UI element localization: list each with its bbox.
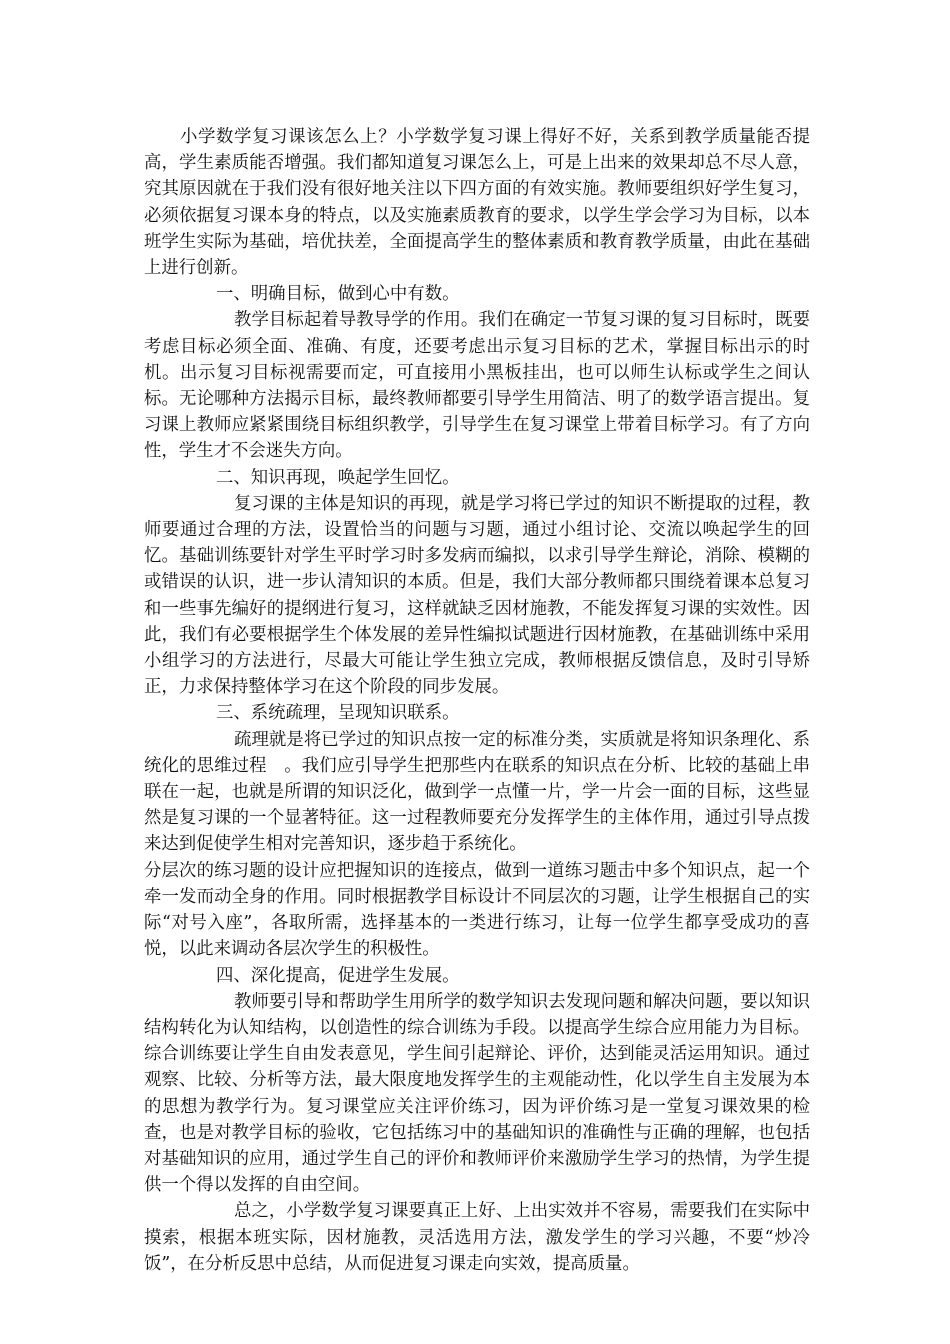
section-heading-4: 四、深化提高，促进学生发展。 [216, 965, 460, 986]
section-paragraph-4: 教师要引导和帮助学生用所学的数学知识去发现问题和解决问题，要以知识结构转化为认知结构，以创造性的综合训练为手段。以提高学生综合应用能力为目标。综合训练要让学生自由发表意见，学生间引起辩论、评价，达到能灵活运用知识。通过观察、比较、分析等方法，最大限度地发挥学生的主观能动性，化以学生自主发展为本的思想为教学行为。复习课堂应关注评价练习，因为评价练习是一堂复习课效果的检查，也是对教学目标的验收，它包括练习中的基础知识的准确性与正确的理解，也包括对基础知识的应用，通过学生自己的评价和教师评价来激励学生学习的热情，为学生提供一个得以发挥的自由空间。 [144, 991, 810, 1196]
section-heading-3: 三、系统疏理，呈现知识联系。 [216, 703, 460, 724]
section-paragraph-1: 教学目标起着导教导学的作用。我们在确定一节复习课的复习目标时，既要考虑目标必须全面、准确、有度，还要考虑出示复习目标的艺术，掌握目标出示的时机。出示复习目标视需要而定，可直接用小黑板挂出，也可以师生认标或学生之间认标。无论哪种方法揭示目标，最终教师都要引导学生用简洁、明了的数学语言提出。复习课上教师应紧紧围绕目标组织教学，引导学生在复习课堂上带着目标学习。有了方向性，学生才不会迷失方向。 [144, 310, 810, 462]
document-body [144, 124, 810, 1277]
intro-paragraph: 小学数学复习课该怎么上？小学数学复习课上得好不好，关系到教学质量能否提高，学生素质能否增强。我们都知道复习课怎么上，可是上出来的效果却总不尽人意，究其原因就在于我们没有很好地关注以下四方面的有效实施。教师要组织好学生复习，必须依据复习课本身的特点，以及实施素质教育的要求，以学生学会学习为目标，以本班学生实际为基础，培优扶差，全面提高学生的整体素质和教育教学质量，由此在基础上进行创新。 [144, 127, 810, 279]
section-heading-2: 二、知识再现，唤起学生回忆。 [216, 467, 460, 488]
section-paragraph-3-extra: 分层次的练习题的设计应把握知识的连接点，做到一道练习题击中多个知识点，起一个牵一发而动全身的作用。同时根据教学目标设计不同层次的习题，让学生根据自己的实际“对号入座”，各取所需，选择基本的一类进行练习，让每一位学生都享受成功的喜悦，以此来调动各层次学生的积极性。 [144, 860, 810, 960]
section-heading-1: 一、明确目标，做到心中有数。 [216, 284, 460, 305]
conclusion-paragraph: 总之，小学数学复习课要真正上好、上出实效并不容易，需要我们在实际中摸索，根据本班实际，因材施教，灵活选用方法，激发学生的学习兴趣，不要“炒冷饭”，在分析反思中总结，从而促进复习课走向实效，提高质量。 [144, 1201, 810, 1274]
section-paragraph-3: 疏理就是将已学过的知识点按一定的标准分类，实质就是将知识条理化、系统化的思维过程 。我们应引导学生把那些内在联系的知识点在分析、比较的基础上串联在一起，也就是所谓的知识泛化，做到学一点懂一片，学一片会一面的目标，这些显然是复习课的一个显著特征。这一过程教师要充分发挥学生的主体作用，通过引导点拨来达到促使学生相对完善知识，逐步趋于系统化。 [144, 729, 810, 855]
section-paragraph-2: 复习课的主体是知识的再现，就是学习将已学过的知识不断提取的过程，教师要通过合理的方法，设置恰当的问题与习题，通过小组讨论、交流以唤起学生的回忆。基础训练要针对学生平时学习时多发病而编拟，以求引导学生辩论，消除、模糊的或错误的认识，进一步认清知识的本质。但是，我们大部分教师都只围绕着课本总复习和一些事先编好的提纲进行复习，这样就缺乏因材施教，不能发挥复习课的实效性。因此，我们有必要根据学生个体发展的差异性编拟试题进行因材施教，在基础训练中采用小组学习的方法进行，尽最大可能让学生独立完成，教师根据反馈信息，及时引导矫正，力求保持整体学习在这个阶段的同步发展。 [144, 493, 810, 698]
